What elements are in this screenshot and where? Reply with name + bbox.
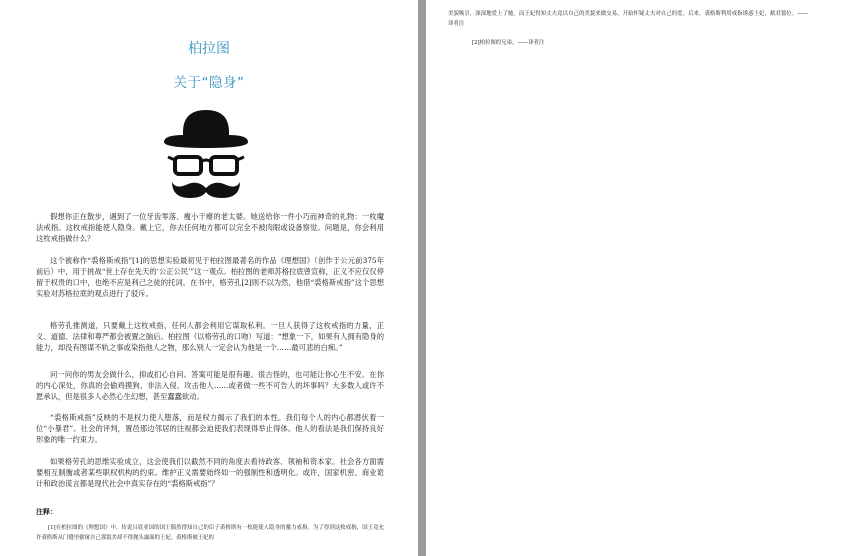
chapter-subtitle: 关于“隐身” — [173, 75, 245, 91]
hat-glasses-mustache-icon — [160, 102, 252, 206]
paragraph-2: 这个被称作“裘格斯戒指”[1]的思想实验最初见于柏拉图最著名的作品《理想国》（创作于公元前375年前后）中，用于挑战“世上存在先天的‘公正公民’”这一观点。柏拉图的老师苏格拉底曾宣称，正义不应仅仅停留于权贵的口中，也绝不应是利己之徒的托词。在书中，格劳孔[2]则不以为然，他借“裘格斯戒指”这个思想实验对苏格拉底的观点进行了驳斥。 — [36, 256, 384, 298]
paragraph-5: “裘格斯戒指”反映的不是权力使人堕落，而是权力揭示了我们的本性。我们每个人的内心都潜伏着一位“小暴君”。社会的评判，置邑那边邻居的注视都会迫使我们表现得举止得体。他人的看法是我们保持良好形象的唯一约束力。 — [36, 413, 384, 444]
paragraph-4: 问一问你的男友会做什么，抑或扪心自问。答案可能是很有趣、很古怪的，也可能让你心生不安。在你的内心深处，你真的会偷鸡摸狗、非法入侵、攻击他人……或者做一些不可告人的坏事吗？大多数人或许不愿承认，但是很多人必然心生幻想，甚至蠢蠢欲动。 — [36, 370, 384, 401]
paragraph-1: 假想你正在散步，遇到了一位牙齿零落、瘦小干瘪的老太婆。她送给你一件小巧而神奇的礼物：一枚魔法戒指。这枚戒指能使人隐身。戴上它，你去任何地方都可以完全不被肉眼或设备察觉。问题是，你会利用这枚戒指做什么？ — [36, 212, 384, 243]
right-page — [426, 0, 844, 556]
paragraph-3: 格劳孔推测道，只要戴上这枚戒指，任何人都会利用它谋取私利。一旦人获得了这枚戒指的力量，正义、道德、法律和尊严都会被置之脑后。柏拉图（以格劳孔的口吻）写道：“想象一下，如果有人拥有隐身的能力，却没有图谋不轨之事或染指他人之物，那么别人一定会认为他是一个……最可悲的白痴。” — [36, 321, 384, 352]
paragraph-6: 如果格劳孔的思维实验成立，这会使我们以截然不同的角度去看待政客、领袖和资本家。社会各方面需要相互制衡或者某些职权机构的约束。维护正义需要始终如一的强制性和透明化。或许，国家机密、商业诡计和政治谎言都是现代社会中真实存在的“裘格斯戒指”？ — [36, 457, 384, 488]
chapter-title: 柏拉图 — [188, 41, 230, 57]
footnote-2: [2]柏拉图的兄弟。——译者注 — [472, 40, 545, 46]
footnote-1: [1]在柏拉图的《理想国》中，传说吕底亚国的国王偶然得知自己的臣子裘格斯有一枚能使人隐身的魔力戒指。为了得到这枚戒指，国王竟允许裘格斯从门缝里偷窥自己那貌美却不得抛头露面的王妃。裘格斯被王妃的 — [36, 525, 384, 541]
left-page — [0, 0, 418, 556]
footnote-1-continued: 美貌吸引，深深地爱上了她。而王妃得知丈夫竟以自己的美貌来做交易，开始怀疑丈夫对自己的爱。后来，裘格斯利用戒指诱惑王妃，弑君篡位。——译者注 — [448, 11, 808, 27]
notes-heading: 注释： — [36, 507, 57, 516]
